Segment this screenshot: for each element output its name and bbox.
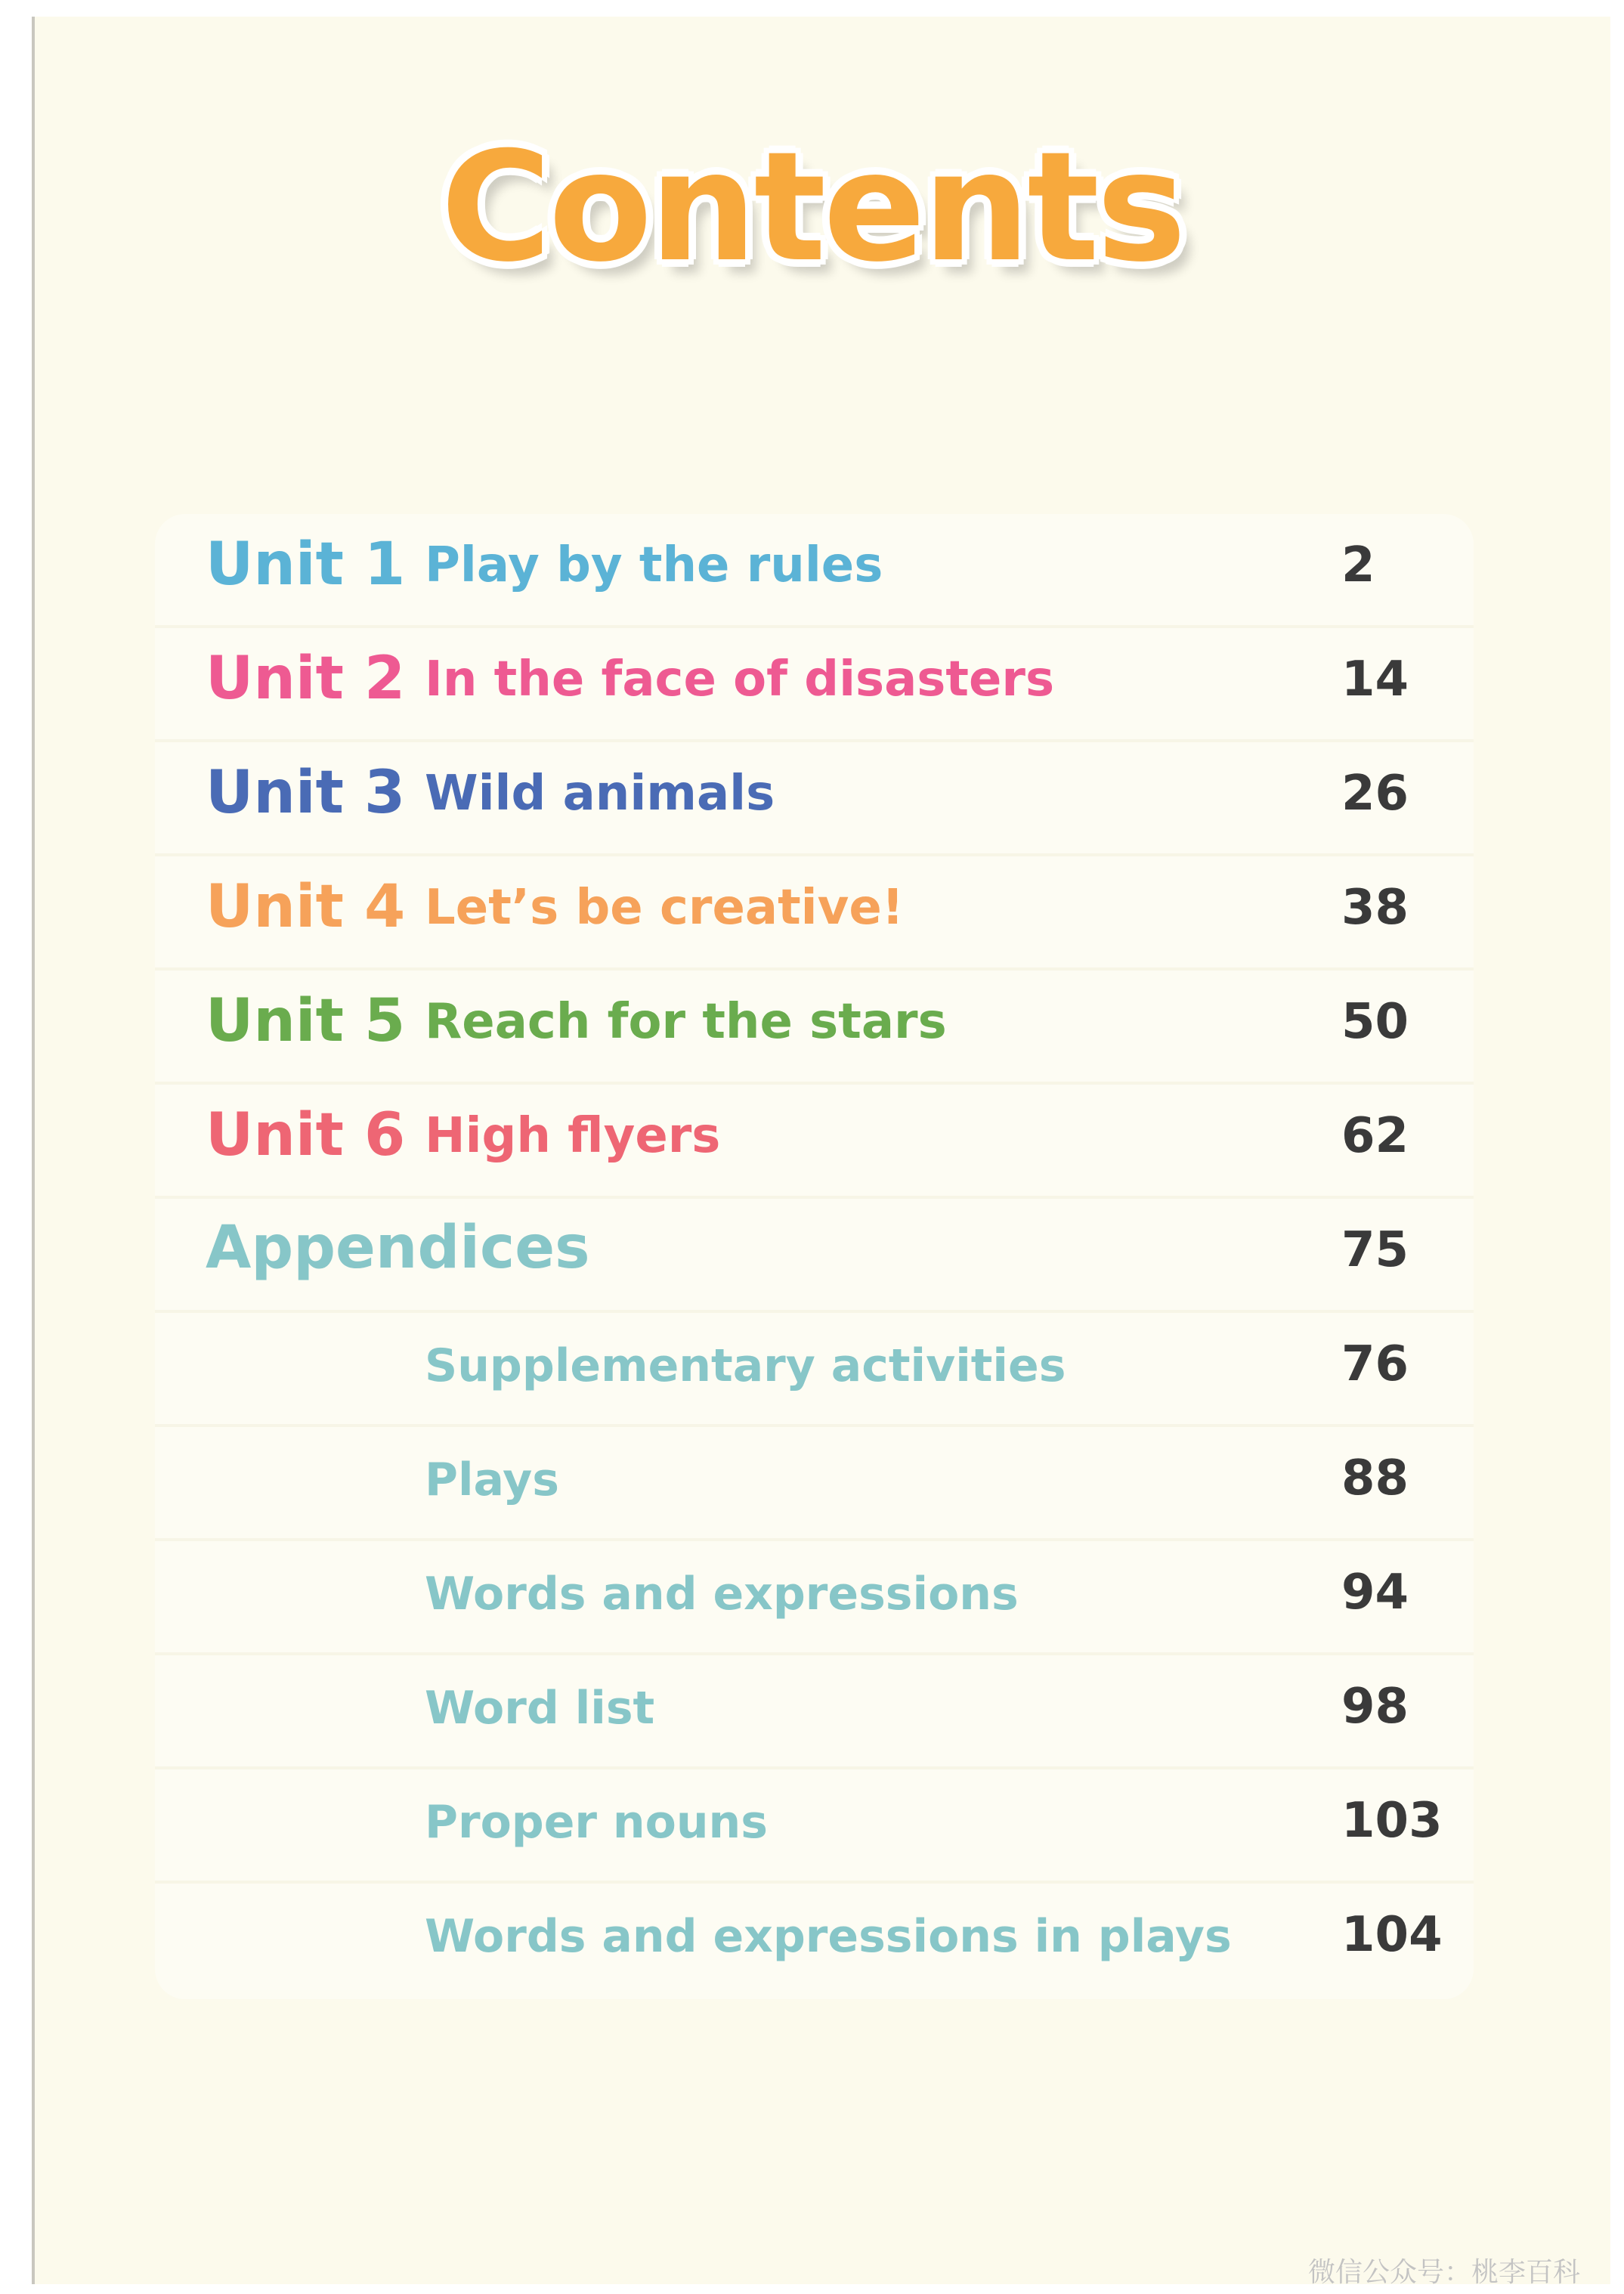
toc-row-unit-5[interactable] bbox=[155, 971, 1474, 1085]
appendices-label: Appendices bbox=[206, 1214, 590, 1282]
unit-label: Unit 5 bbox=[206, 987, 406, 1055]
unit-title: High flyers bbox=[425, 1108, 721, 1164]
toc-row-appendix-item[interactable] bbox=[155, 1541, 1474, 1655]
page-number: 94 bbox=[1341, 1565, 1409, 1621]
unit-title: Let’s be creative! bbox=[425, 880, 904, 936]
unit-label: Unit 6 bbox=[206, 1101, 406, 1169]
unit-title: In the face of disasters bbox=[425, 652, 1055, 707]
appendix-item-title: Proper nouns bbox=[425, 1796, 768, 1849]
page-number: 2 bbox=[1341, 537, 1375, 593]
contents-list bbox=[155, 514, 1474, 1999]
page-title: Contents bbox=[441, 119, 1183, 296]
unit-title: Reach for the stars bbox=[425, 994, 947, 1050]
page-number: 103 bbox=[1341, 1793, 1443, 1849]
appendix-item-title: Words and expressions in plays bbox=[425, 1910, 1232, 1963]
appendix-item-title: Word list bbox=[425, 1682, 655, 1735]
page-number: 62 bbox=[1341, 1108, 1409, 1164]
page-number: 26 bbox=[1341, 766, 1409, 822]
toc-row-appendices[interactable] bbox=[155, 1199, 1474, 1313]
unit-label: Unit 1 bbox=[206, 531, 406, 599]
toc-row-appendix-item[interactable] bbox=[155, 1313, 1474, 1427]
toc-row-unit-6[interactable] bbox=[155, 1085, 1474, 1199]
page-number: 50 bbox=[1341, 994, 1409, 1050]
page-number: 76 bbox=[1341, 1336, 1409, 1392]
unit-label: Unit 4 bbox=[206, 873, 406, 941]
watermark: 微信公众号：桃李百科 bbox=[1307, 2257, 1580, 2288]
page-number: 104 bbox=[1341, 1907, 1443, 1963]
unit-label: Unit 2 bbox=[206, 645, 406, 713]
page-number: 75 bbox=[1341, 1222, 1409, 1278]
toc-row-unit-1[interactable] bbox=[155, 514, 1474, 628]
toc-row-unit-2[interactable] bbox=[155, 628, 1474, 742]
page-number: 14 bbox=[1341, 652, 1409, 707]
page-number: 98 bbox=[1341, 1679, 1409, 1735]
toc-row-appendix-item[interactable] bbox=[155, 1427, 1474, 1541]
appendix-item-title: Words and expressions bbox=[425, 1568, 1019, 1621]
toc-row-appendix-item[interactable] bbox=[155, 1884, 1474, 1998]
unit-title: Wild animals bbox=[425, 766, 775, 822]
toc-row-appendix-item[interactable] bbox=[155, 1655, 1474, 1769]
unit-title: Play by the rules bbox=[425, 537, 883, 593]
appendix-item-title: Supplementary activities bbox=[425, 1339, 1066, 1392]
toc-row-unit-3[interactable] bbox=[155, 742, 1474, 856]
page-number: 38 bbox=[1341, 880, 1409, 936]
page-number: 88 bbox=[1341, 1450, 1409, 1506]
toc-row-appendix-item[interactable] bbox=[155, 1769, 1474, 1884]
unit-label: Unit 3 bbox=[206, 759, 406, 827]
toc-row-unit-4[interactable] bbox=[155, 856, 1474, 971]
appendix-item-title: Plays bbox=[425, 1453, 560, 1506]
